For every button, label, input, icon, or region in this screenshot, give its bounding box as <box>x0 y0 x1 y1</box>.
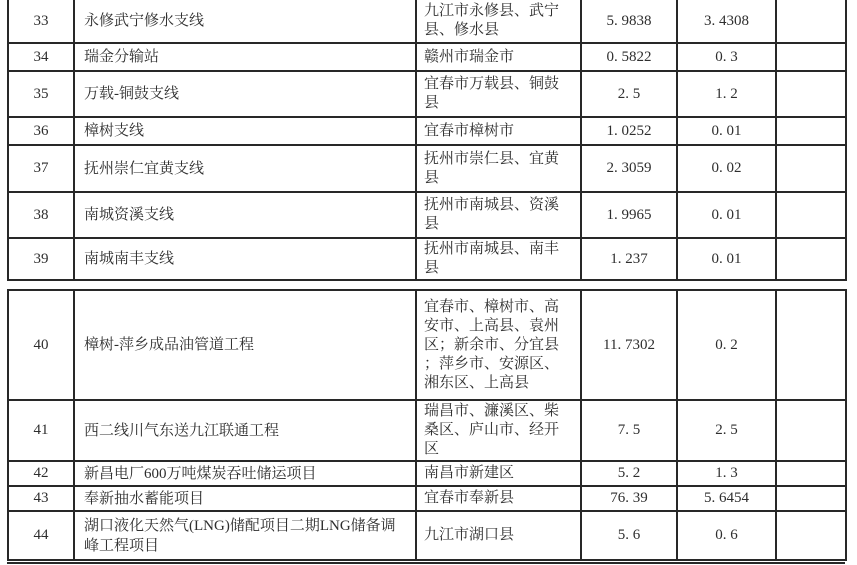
value1-cell: 5. 9838 <box>581 0 677 43</box>
location-cell: 宜春市、樟树市、高安市、上高县、袁州区；新余市、分宜县；萍乡市、安源区、湘东区、上高县 <box>416 290 581 400</box>
location-cell: 瑞昌市、濂溪区、柴桑区、庐山市、经开区 <box>416 400 581 461</box>
row-index-cell: 43 <box>8 486 74 511</box>
value2-cell: 3. 4308 <box>677 0 776 43</box>
table-row <box>8 461 846 486</box>
projects-table-upper <box>7 0 847 281</box>
value1-cell: 1. 237 <box>581 238 677 280</box>
project-name-cell: 樟树-萍乡成品油管道工程 <box>74 290 416 400</box>
empty-cell <box>776 71 846 117</box>
empty-cell <box>776 290 846 400</box>
empty-cell <box>776 400 846 461</box>
location-cell: 九江市永修县、武宁县、修水县 <box>416 0 581 43</box>
row-index-cell: 42 <box>8 461 74 486</box>
location-cell: 宜春市万载县、铜鼓县 <box>416 71 581 117</box>
location-cell: 赣州市瑞金市 <box>416 43 581 71</box>
empty-cell <box>776 486 846 511</box>
location-cell: 九江市湖口县 <box>416 511 581 560</box>
table-row <box>8 117 846 145</box>
value1-cell: 5. 6 <box>581 511 677 560</box>
project-name-cell: 永修武宁修水支线 <box>74 0 416 43</box>
empty-cell <box>776 0 846 43</box>
value2-cell: 1. 3 <box>677 461 776 486</box>
value1-cell: 5. 2 <box>581 461 677 486</box>
table-row <box>8 71 846 117</box>
empty-cell <box>776 43 846 71</box>
row-index-cell: 34 <box>8 43 74 71</box>
location-cell: 宜春市奉新县 <box>416 486 581 511</box>
value2-cell: 0. 3 <box>677 43 776 71</box>
value2-cell: 0. 6 <box>677 511 776 560</box>
value1-cell: 11. 7302 <box>581 290 677 400</box>
row-index-cell: 35 <box>8 71 74 117</box>
value2-cell: 0. 01 <box>677 117 776 145</box>
project-name-cell: 奉新抽水蓄能项目 <box>74 486 416 511</box>
value2-cell: 5. 6454 <box>677 486 776 511</box>
table-row <box>8 400 846 461</box>
table-row <box>8 192 846 238</box>
project-name-cell: 湖口液化天然气(LNG)储配项目二期LNG储备调峰工程项目 <box>74 511 416 560</box>
table-row <box>8 145 846 192</box>
project-name-cell: 南城资溪支线 <box>74 192 416 238</box>
value1-cell: 2. 5 <box>581 71 677 117</box>
value1-cell: 7. 5 <box>581 400 677 461</box>
value2-cell: 1. 2 <box>677 71 776 117</box>
empty-cell <box>776 238 846 280</box>
project-name-cell: 南城南丰支线 <box>74 238 416 280</box>
table-row <box>8 238 846 280</box>
row-index-cell: 36 <box>8 117 74 145</box>
location-cell: 宜春市樟树市 <box>416 117 581 145</box>
projects-table-lower <box>7 289 847 561</box>
project-name-cell: 瑞金分输站 <box>74 43 416 71</box>
empty-cell <box>776 192 846 238</box>
row-index-cell: 41 <box>8 400 74 461</box>
value1-cell: 0. 5822 <box>581 43 677 71</box>
row-index-cell: 37 <box>8 145 74 192</box>
value1-cell: 2. 3059 <box>581 145 677 192</box>
project-name-cell: 新昌电厂600万吨煤炭吞吐储运项目 <box>74 461 416 486</box>
value2-cell: 0. 01 <box>677 238 776 280</box>
value2-cell: 2. 5 <box>677 400 776 461</box>
table-row <box>8 511 846 560</box>
empty-cell <box>776 511 846 560</box>
row-index-cell: 38 <box>8 192 74 238</box>
empty-cell <box>776 145 846 192</box>
row-index-cell: 39 <box>8 238 74 280</box>
table-row <box>8 486 846 511</box>
project-name-cell: 抚州崇仁宜黄支线 <box>74 145 416 192</box>
project-name-cell: 樟树支线 <box>74 117 416 145</box>
location-cell: 抚州市崇仁县、宜黄县 <box>416 145 581 192</box>
table-row <box>8 43 846 71</box>
row-index-cell: 40 <box>8 290 74 400</box>
location-cell: 抚州市南城县、南丰县 <box>416 238 581 280</box>
value2-cell: 0. 02 <box>677 145 776 192</box>
value2-cell: 0. 2 <box>677 290 776 400</box>
value2-cell: 0. 01 <box>677 192 776 238</box>
row-index-cell: 33 <box>8 0 74 43</box>
project-name-cell: 万载-铜鼓支线 <box>74 71 416 117</box>
row-index-cell: 44 <box>8 511 74 560</box>
value1-cell: 76. 39 <box>581 486 677 511</box>
value1-cell: 1. 9965 <box>581 192 677 238</box>
value1-cell: 1. 0252 <box>581 117 677 145</box>
empty-cell <box>776 117 846 145</box>
location-cell: 抚州市南城县、资溪县 <box>416 192 581 238</box>
empty-cell <box>776 461 846 486</box>
project-name-cell: 西二线川气东送九江联通工程 <box>74 400 416 461</box>
location-cell: 南昌市新建区 <box>416 461 581 486</box>
table-row <box>8 0 846 43</box>
table-row <box>8 290 846 400</box>
